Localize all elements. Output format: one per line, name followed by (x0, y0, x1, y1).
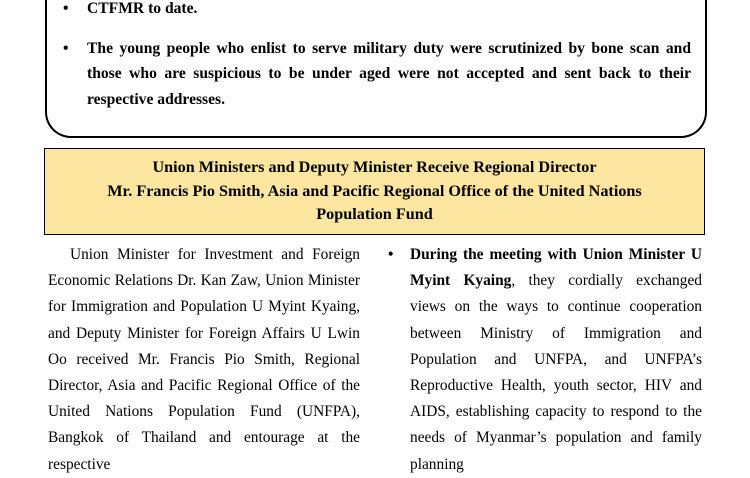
list-item (63, 0, 691, 22)
article-title-line-3: Population Fund (316, 205, 433, 224)
right-column (388, 242, 702, 478)
article-title-box (44, 148, 705, 235)
list-item-text: CTFMR to date. (87, 0, 198, 17)
right-column-text: , they cordially exchanged views on the ways to continue cooperation between Ministry of Immigration and Population and UNFPA, and UNFPA’s Reproductive Health, youth sector, HIV and AIDS, establishing capacity to respond to the needs of Myanmar’s population and family planning (410, 272, 702, 473)
right-column-bold-lead: During the meeting with Union Minister U Myint Kyaing (410, 246, 702, 290)
list-item-text: The young people who enlist to serve military duty were scrutinized by bone scan and those who are suspicious to be under aged were not accepted and sent back to their respective addresses. (87, 39, 691, 108)
bullet-icon: • (63, 0, 69, 17)
list-item (63, 36, 691, 113)
right-column-paragraph (388, 242, 702, 478)
left-column-text: Union Minister for Investment and Foreign Economic Relations Dr. Kan Zaw, Union Minister for Immigration and Population U Myint Kyaing, and Deputy Minister for Foreign Affairs U Lwin Oo received Mr. Francis Pio Smith, Regional Director, Asia and Pacific Regional Office of the United Nations Population Fund (UNFPA), Bangkok of Thailand and entourage at the respective (48, 246, 360, 473)
highlight-box (45, 0, 707, 138)
bullet-icon: • (388, 246, 394, 263)
article-title-line-2: Mr. Francis Pio Smith, Asia and Pacific Regional Office of the United Nations (107, 181, 642, 200)
bullet-icon: • (63, 39, 69, 57)
article-title-line-1: Union Ministers and Deputy Minister Receive Regional Director (152, 158, 597, 177)
bullet-list (63, 0, 691, 112)
